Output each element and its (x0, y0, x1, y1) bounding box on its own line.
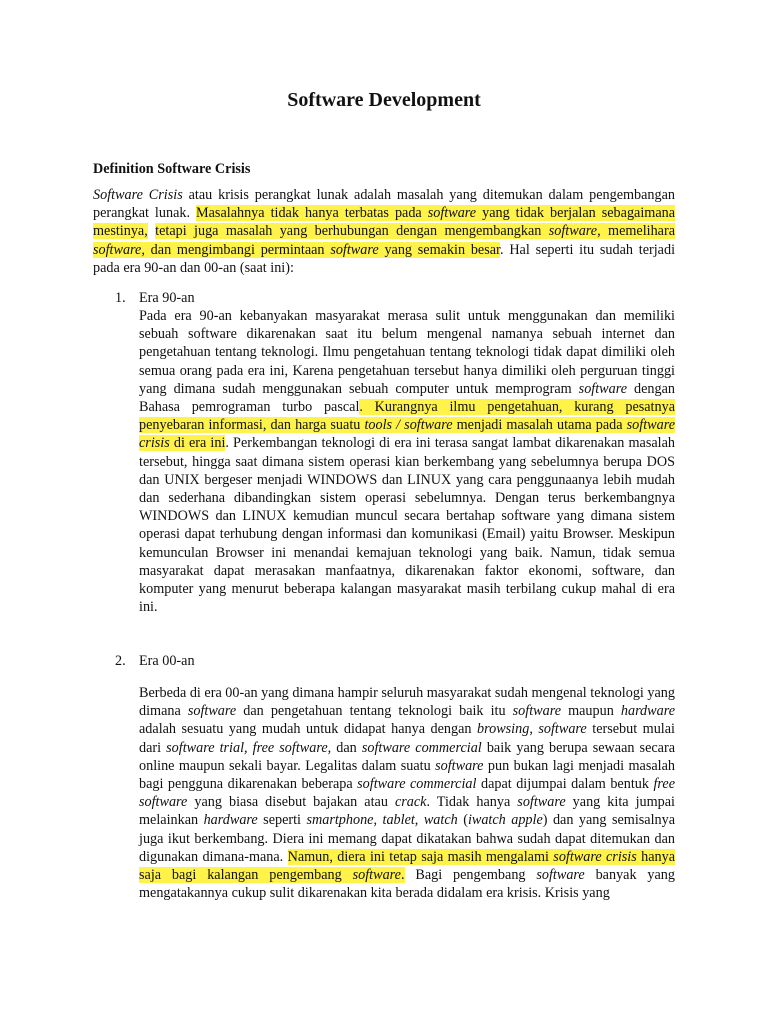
body-text: . Tidak hanya (426, 794, 518, 811)
highlighted-text-part: software (352, 867, 401, 884)
body-text: software (187, 703, 237, 720)
body-text: software (512, 703, 562, 720)
body-text: software (538, 721, 587, 738)
section-heading: Definition Software Crisis (93, 161, 251, 177)
intro-text: Software Crisis (93, 187, 183, 203)
body-text: , (373, 812, 383, 829)
body-text: ( (457, 812, 468, 829)
body-text: smartphone (306, 812, 374, 829)
body-text: banyak yang mengatakannya cukup sulit dikarenakan kita berada didalam era krisis. Krisis yang (139, 867, 675, 902)
body-text: dan (331, 739, 362, 756)
highlighted-text-part: hanya saja bagi kalangan pengembang (139, 848, 675, 884)
body-text: . Perkembangan teknologi di era ini terasa sangat lambat dikarenakan masalah tersebut, hingga saat dimana sistem operasi kian berkembang yang sebelumnya berupa DOS dan UNIX bergeser menjadi WINDOWS dan LINUX yang cara penggunaanya lebih mudah dan sederhana dibandingkan sistem operasi sebelumnya. Dengan terus berkembangnya WINDOWS dan LINUX kemudian muncul secara bertahap software yang dimana sistem operasi dapat terhubung dengan informasi dan komunikasi (Email) yaitu Browser. Meskipun kemunculan Browser ini menandai kemajuan teknologi yang baik. Namun, tidak semua masyarakat dapat merasakan manfaatnya, dikarenakan faktor ekonomi, software, dan komputer yang menurut beberapa kalangan masyarakat masih terbilang cukup mahal di era ini. (139, 435, 675, 616)
list-number: 1. (115, 290, 126, 306)
highlighted-text-part: , dan mengimbangi permintaan (141, 241, 331, 258)
body-text: free software (139, 776, 675, 811)
body-text: yang kita jumpai melainkan (139, 794, 675, 829)
body-text: Berbeda di era 00-an yang dimana hampir seluruh masyarakat sudah mengenal teknologi yang dimana (139, 685, 675, 720)
body-text: maupun (561, 703, 621, 720)
body-text: browsing (477, 721, 530, 738)
body-text: hardware (203, 812, 258, 829)
highlighted-text-part: Masalahnya tidak hanya terbatas pada (196, 205, 428, 222)
list-item-heading: Era 00-an (139, 653, 195, 669)
body-text: seperti (257, 812, 307, 829)
highlighted-text-part: menjadi masalah utama pada (452, 417, 627, 434)
document-title: Software Development (287, 89, 481, 111)
body-text: tablet, watch (382, 812, 458, 829)
intro-text: atau krisis perangkat lunak adalah masalah yang ditemukan dalam pengembangan perangkat lunak. (93, 187, 675, 222)
body-text: software (578, 380, 628, 397)
list-number: 2. (115, 653, 126, 669)
highlighted-text-part: Namun, diera ini tetap saja masih mengalami (287, 848, 554, 865)
highlighted-text-part: software (330, 241, 379, 258)
highlighted-text-part: . Kurangnya ilmu pengetahuan, kurang pesatnya penyebaran informasi, dan harga suatu (139, 399, 675, 434)
body-text: software commercial (361, 739, 482, 756)
body-text: software (435, 757, 484, 774)
highlighted-text-part: yang tidak berjalan sebagaimana mestinya, (93, 205, 676, 240)
body-text: pun bukan lagi menjadi masalah bagi pengguna dikarenakan beberapa (139, 757, 675, 793)
highlighted-text-part: tools / software (364, 417, 453, 434)
highlighted-text-part: tetapi juga masalah yang berhubungan dengan mengembangkan (155, 223, 549, 240)
highlighted-text-part: software crisis (553, 848, 637, 865)
highlighted-text-part: software (93, 241, 142, 258)
body-text: dan pengetahuan tentang teknologi baik itu (236, 703, 513, 720)
highlighted-text-part: . (400, 867, 405, 884)
highlighted-text-part: yang semakin besar (378, 241, 500, 258)
body-text: baik yang berupa sewaan secara online maupun sekali bayar. Legalitas dalam suatu (139, 739, 675, 774)
list-item-heading: Era 90-an (139, 290, 195, 306)
body-text: dapat dijumpai dalam bentuk (476, 776, 654, 793)
body-text: dengan Bahasa pemrograman turbo pascal (139, 380, 675, 416)
body-text: Pada era 90-an kebanyakan masyarakat merasa sulit untuk menggunakan dan memiliki sebuah software dikarenakan saat itu belum mengenal namanya sebuah internet dan pengetahuan tentang teknologi. Ilmu pengetahuan tentang teknologi tidak dapat dimiliki oleh semua orang pada era ini, Karena pengetahuan tersebut hanya dimiliki oleh perguruan tinggi yang dimana sudah menggunakan sebuah computer untuk memprogram (139, 308, 675, 397)
highlighted-text-part: software crisis (139, 417, 675, 452)
body-text: software commercial (357, 776, 477, 793)
list-item-body (139, 307, 675, 616)
body-text: Bagi pengembang (404, 867, 537, 884)
body-text: software (536, 867, 585, 884)
body-text: iwatch apple (467, 812, 543, 829)
body-text: tersebut mulai dari (139, 721, 675, 756)
body-text: yang biasa disebut bajakan atau (187, 794, 395, 811)
body-text: crack (394, 794, 427, 811)
body-text: software (517, 794, 566, 811)
highlighted-text-part: software (427, 205, 477, 222)
body-text: , (529, 721, 539, 738)
list-item-body (139, 684, 675, 902)
body-text: ) dan yang semisalnya juga ikut berkembang. Diera ini memang dapat dikatakan bahwa sudah dapat ditemukan dan digunakan dimana-mana. (139, 812, 676, 865)
highlighted-text-part: , memelihara (597, 223, 675, 240)
intro-paragraph (93, 186, 675, 277)
intro-text: . Hal seperti itu sudah terjadi pada era 90-an dan 00-an (saat ini): (93, 241, 676, 276)
body-text: adalah sesuatu yang mudah untuk didapat hanya dengan (139, 721, 478, 738)
body-text: hardware (620, 703, 675, 720)
highlighted-text-part: software (548, 223, 598, 240)
highlighted-text-part: di era ini (169, 435, 226, 452)
body-text: software trial, free software, (166, 739, 332, 756)
